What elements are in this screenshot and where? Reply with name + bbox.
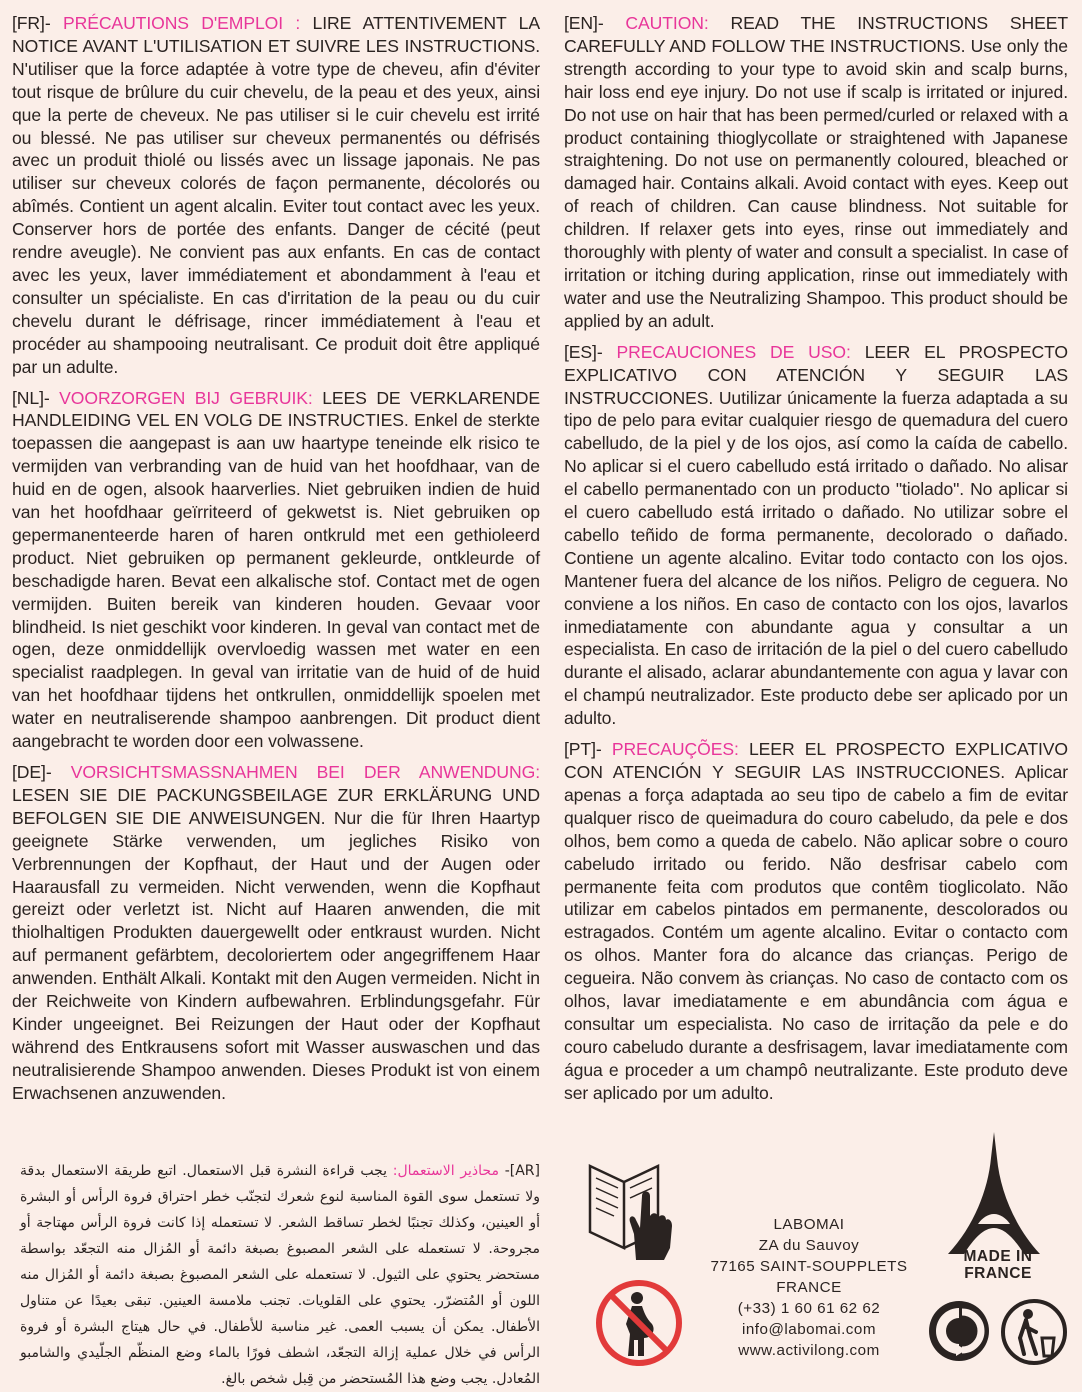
lang-code-nl: [NL]- [12, 387, 50, 408]
footer [564, 1130, 1074, 1370]
body-pt: Aplicar apenas a força adaptada ao seu tipo de cabelo a fim de evitar qualquer risco de queimadura do couro cabeludo, da pele e dos olhos, bem como a queda de cabelo. Não aplicar sobre o couro cabeludo irritado ou ferido. Não desfrisar cabelo com permanente feita com produtos que contêm tioglicolato. Não utilizar em cabelos pintados em permanente, descolorados ou estragados. Contém um agente alcalino. Evitar o contacto com os olhos. Manter fora do alcance das crianças. Perigo de cegueira. Não convem às crianças. No caso de contacto com os olhos, lavar imediatamente e em abundância com água e consultar um especialista. No caso de irritação da pele e do couro cabeludo durante a desfrisagem, lavar imediatamente com água e proceder a um champô neutralizante. Este produto deve ser aplicado por um adulto. [564, 762, 1068, 1103]
company-name: LABOMAI [773, 1216, 845, 1233]
left-column [12, 12, 540, 1113]
lead-fr: LIRE ATTENTIVEMENT LA NOTICE AVANT L'UTILISATION ET SUIVRE LES INSTRUCTIONS. [12, 13, 540, 56]
body-en: Use only the strength according to your type to avoid skin and scalp burns, hair loss end eye injury. Do not use if scalp is irritated or injured. Do not use on hair that has been permed/curled or relaxed with a product containing thioglycollate or straightened with Japanese straightening. Do not use on permanently coloured, bleached or damaged hair. Contains alkali. Avoid contact with eyes. Keep out of reach of children. Can cause blindness. Not suitable for children. If relaxer gets into eyes, rinse out immediately and thoroughly with plenty of water and consult a specialist. In case of irritation or itching during application, rinse out immediately with water and use the Neutralizing Shampoo. This product should be applied by an adult. [564, 35, 1068, 331]
made-in-france-label [936, 1248, 1060, 1282]
section-fr [12, 12, 540, 379]
lead-nl: LEES DE VERKLARENDE HANDLEIDING VEL EN VOLG DE INSTRUCTIES. [12, 387, 541, 431]
heading-en: CAUTION: [625, 13, 709, 33]
section-ar [20, 1158, 540, 1392]
email-address: info@labomai.com [741, 1321, 876, 1338]
section-nl [12, 387, 540, 754]
lang-code-ar: [AR]- [504, 1163, 540, 1179]
body-fr: N'utiliser que la force adaptée à votre type de cheveu, afin d'éviter tout risque de brûlure du cuir chevelu, de la peau et des yeux, ainsi que la perte de cheveux. Ne pas utiliser si le cuir chevelu est irrité ou blessé. Ne pas utiliser sur cheveux permanentés ou défrisés avec un produit thiolé ou lissés avec un lissage japonais. Ne pas utiliser sur cheveux colorés de façon permanente, décolorés ou abîmés. Contient un agent alcalin. Eviter tout contact avec les yeux. Conserver hors de portée des enfants. Danger de cécité (peut rendre aveugle). Ne convient pas aux enfants. En cas de contact avec les yeux, laver immédiatement et abondamment à l'eau et consulter un spécialiste. En cas d'irritation de la peau ou du cuir chevelu durant le défrisage, rincer immédiatement à l'eau et procéder au shampooing neutralisant. Ce produit doit être appliqué par un adulte. [12, 58, 540, 377]
lead-en: READ THE INSTRUCTIONS SHEET CAREFULLY AND FOLLOW THE INSTRUCTIONS. [564, 13, 1068, 56]
lang-code-de: [DE]- [12, 762, 52, 782]
section-pt [564, 738, 1068, 1105]
no-pregnant-icon [594, 1278, 684, 1368]
made-in-text: MADE IN [963, 1248, 1033, 1265]
address-country: FRANCE [776, 1279, 842, 1296]
lang-code-en: [EN]- [564, 13, 604, 33]
lang-code-pt: [PT]- [564, 739, 602, 760]
read-instructions-icon [584, 1152, 674, 1262]
address-line-1: ZA du Sauvoy [758, 1237, 860, 1254]
heading-pt: PRECAUÇÕES: [611, 739, 739, 760]
lead-de: LESEN SIE DIE PACKUNGSBEILAGE ZUR ERKLÄRUNG UND BEFOLGEN SIE DIE ANWEISUNGEN. [12, 784, 540, 828]
heading-fr: PRÉCAUTIONS D'EMPLOI : [62, 13, 301, 33]
heading-nl: VOORZORGEN BIJ GEBRUIK: [59, 387, 313, 408]
lang-code-fr: [FR]- [12, 13, 51, 33]
body-nl: Enkel de sterkte toepassen die aangepast is aan uw haartype teneinde elk risico te vermijden van verbranding van de huid van het hoofdhaar, van de huid en de ogen, alsook haarverlies. Niet gebruiken indien de huid van het hoofdhaar geïrriteerd of gekwetst is. Niet gebruiken op gepermanenteerde haren of haren ontkruld met een gethioleerd product. Niet gebruiken op permanent gekleurde, ontkleurde of beschadigde haren. Bevat een alkalische stof. Contact met de ogen vermijden. Buiten bereik van kinderen houden. Gevaar voor blindheid. Is niet geschikt voor kinderen. In geval van contact met de ogen, deze onmiddellijk overvloedig wassen met water en een specialist raadplegen. In geval van irritatie van de huid of de huid van het hoofdhaar tijdens het ontkrullen, onmiddellijk spoelen met water en neutraliserende shampoo aanbrengen. Dit product dient aangebracht te worden door een volwassene. [12, 410, 540, 752]
section-de [12, 761, 540, 1105]
company-address [694, 1214, 924, 1361]
right-column [564, 12, 1068, 1113]
address-line-2: 77165 SAINT-SOUPPLETS [710, 1258, 908, 1275]
lang-code-es: [ES]- [564, 341, 603, 362]
lead-es: LEER EL PROSPECTO EXPLICATIVO CON ATENCIÓN Y SEGUIR LAS INSTRUCCIONES. [564, 341, 1068, 408]
heading-ar: محاذير الاستعمال: [392, 1163, 499, 1179]
website-url: www.activilong.com [738, 1342, 880, 1359]
phone-number: (+33) 1 60 61 62 62 [737, 1300, 881, 1317]
tidyman-icon [1000, 1298, 1068, 1366]
heading-de: VORSICHTSMASSNAHMEN BEI DER ANWENDUNG: [70, 762, 540, 782]
green-dot-recycle-icon [926, 1298, 992, 1364]
section-en [564, 12, 1068, 333]
lead-pt: LEER EL PROSPECTO EXPLICATIVO CON ATENCIÓN Y SEGUIR LAS INSTRUCCIONES. [564, 739, 1068, 782]
body-es: Uutilizar únicamente la fuerza adaptada a su tipo de pelo para evitar cualquier riesgo de quemadura del cuero cabelludo, de la piel y de los ojos, así como la caída de cabello. No aplicar si el cuero cabelludo está irritado o dañado. No alisar el cabello permanentado con un producto "tiolado". No aplicar si el cuero cabelludo está irritado o dañado. No utilizar sobre el cabello teñido de forma permanente, decolorado o dañado. Contiene un agente alcalino. Evitar todo contacto con los ojos. Mantener fuera del alcance de los niños. Peligro de ceguera. No conviene a los niños. En caso de contacto con los ojos, lavarlos inmediatamente con abundante agua y consultar a un especialista. En caso de irritación de la piel o del cuero cabelludo durante el alisado, aclarar abundantemente con agua y lavar con el champú neutralizador. Este producto debe ser aplicado por un adulto. [564, 387, 1068, 729]
france-text: FRANCE [964, 1265, 1032, 1282]
heading-es: PRECAUCIONES DE USO: [616, 341, 851, 362]
eiffel-tower-icon [944, 1130, 1044, 1260]
section-es [564, 341, 1068, 730]
body-ar: يجب قراءة النشرة قبل الاستعمال. اتبع طريقة الاستعمال بدقة ولا تستعمل سوى القوة المناسبة لنوع شعرك لتجنّب خطر احتراق فروة الرأس أو البشرة أو العينين، وكذلك تجنبًا لخطر تساقط الشعر. لا تستعمله إذا كانت فروة الرأس مهتاجة أو مجروحة. لا تستعمله على الشعر المصبوغ بصبغة دائمة أو المُزال منه التجعّد بواسطة مستحضر يحتوي على الثيول. لا تستعمله على الشعر المصبوغ بصبغة دائمة أو المُزال منه اللون أو المُتضرّر. يحتوي على القلويات. تجنب ملامسة العينين. تبقى بعيدًا عن متناول الأطفال. يمكن أن يسبب العمى. غير مناسبة للأطفال. في حال هيتاج البشرة أو فروة الرأس في خلال عملية إزالة التجعّد، اشطف فورًا بالماء وضع المنظّم الجلّيدي والشامبو المُعادل. يجب وضع هذا المُستحضر من قِبل شخص بالغ. [20, 1163, 540, 1387]
body-de: Nur die für Ihren Haartyp geeignete Stärke verwenden, um jegliches Risiko von Verbrennungen der Kopfhaut, der Haut und der Augen oder Haarausfall zu vermeiden. Nicht verwenden, wenn die Kopfhaut gereizt oder verletzt ist. Nicht auf Haaren anwenden, die mit thiolhaltigen Produkten dauergewellt oder entkraust wurden. Nicht auf permanent gefärbtem, decoloriertem oder angegriffenem Haar anwenden. Enthält Alkali. Kontakt mit den Augen vermeiden. Nicht in der Reichweite von Kindern aufbewahren. Erblindungsgefahr. Für Kinder ungeeignet. Bei Reizungen der Haut oder der Kopfhaut während des Entkrausens sofort mit Wasser auswaschen und das neutralisierende Shampoo anwenden. Dieses Produkt ist von einem Erwachsenen anzuwenden. [12, 807, 541, 1103]
